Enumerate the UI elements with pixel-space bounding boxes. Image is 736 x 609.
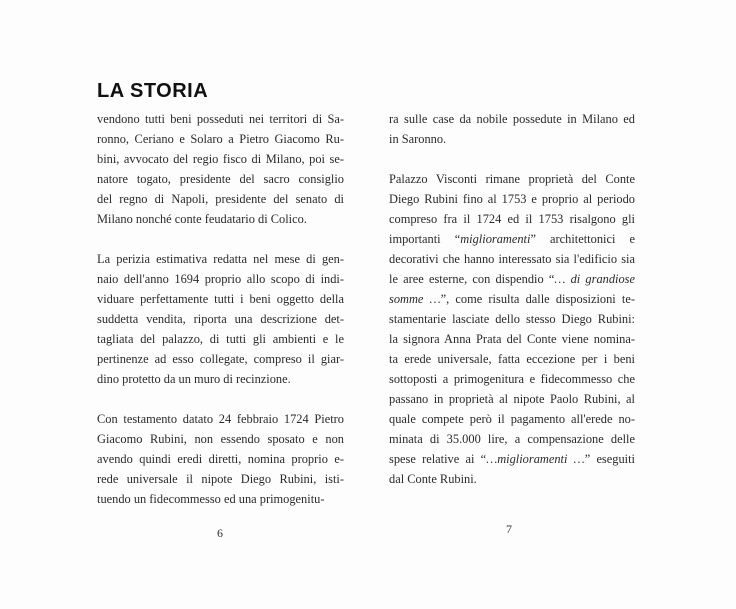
text-line: sottoposti a primogenitura e fidecommesso che [389,372,635,386]
text-line: importanti “miglioramenti” architettonici e [389,232,635,246]
paragraph [389,109,635,149]
right-column [389,109,635,489]
text-line: del regno di Napoli, presidente del senato di [97,192,344,206]
paragraph-gap [389,149,635,169]
text-line: tagliata del palazzo, di tutti gli ambienti e le [97,332,344,346]
paragraph [97,409,344,509]
text-line: ta erede universale, fatta eccezione per i beni [389,352,635,366]
text-line: natore togato, presidente del sacro consiglio [97,172,344,186]
text-line: dino protetto da un muro di recinzione. [97,372,291,386]
page-heading: LA STORIA [97,80,209,102]
text-line: Milano nonché conte feudatario di Colico. [97,212,307,226]
text-line: Diego Rubini fino al 1753 e proprio al periodo [389,192,635,206]
text-line: Palazzo Visconti rimane proprietà del Conte [389,172,635,186]
text-line: passano in proprietà al nipote Paolo Rubini, al [389,392,635,406]
paragraph [97,109,344,229]
text-line: minata di 35.000 lire, a compensazione delle [389,432,635,446]
text-line: La perizia estimativa redatta nel mese di gen- [97,252,344,266]
text-line: Giacomo Rubini, non essendo sposato e non [97,432,344,446]
text-line: vendono tutti beni posseduti nei territori di Sa- [97,112,344,126]
paragraph [97,249,344,389]
text-line: viduare perfettamente tutti i beni oggetto della [97,292,344,306]
text-line: spese relative ai “…miglioramenti …” eseguiti [389,452,635,466]
text-line: stamentarie lasciate dello stesso Diego Rubini: [389,312,635,326]
text-line: in Saronno. [389,132,447,146]
text-line: suddetta vendita, riporta una descrizione det- [97,312,344,326]
left-column [97,109,344,509]
text-line: ra sulle case da nobile possedute in Milano ed [389,112,635,126]
text-line: compreso fra il 1724 ed il 1753 risalgono gli [389,212,635,226]
paragraph-gap [97,229,344,249]
text-line: Con testamento datato 24 febbraio 1724 Pietro [97,412,344,426]
text-line: la signora Anna Prata del Conte viene nomina- [389,332,635,346]
paragraph [389,169,635,489]
text-line: bini, avvocato del regio fisco di Milano, poi se- [97,152,344,166]
text-line: somme …”, come risulta dalle disposizioni te- [389,292,635,306]
page-number-right: 7 [506,522,512,536]
text-line: rede universale il nipote Diego Rubini, isti- [97,472,344,486]
text-line: ronno, Ceriano e Solaro a Pietro Giacomo Ru- [97,132,344,146]
text-line: dal Conte Rubini. [389,472,477,486]
text-line: le aree esterne, con dispendio “… di grandiose [389,272,635,286]
text-line: decorativi che hanno interessato sia l'edificio sia [389,252,635,266]
text-line: naio dell'anno 1694 proprio allo scopo di indi- [97,272,344,286]
page-number-left: 6 [217,526,223,540]
text-line: pertinenze ad esso collegate, compreso il giar- [97,352,344,366]
text-line: avendo quindi eredi diretti, nomina proprio e- [97,452,344,466]
text-line: tuendo un fidecommesso ed una primogenitu- [97,492,325,506]
text-line: quale compete però il pagamento all'erede no- [389,412,635,426]
paragraph-gap [97,389,344,409]
